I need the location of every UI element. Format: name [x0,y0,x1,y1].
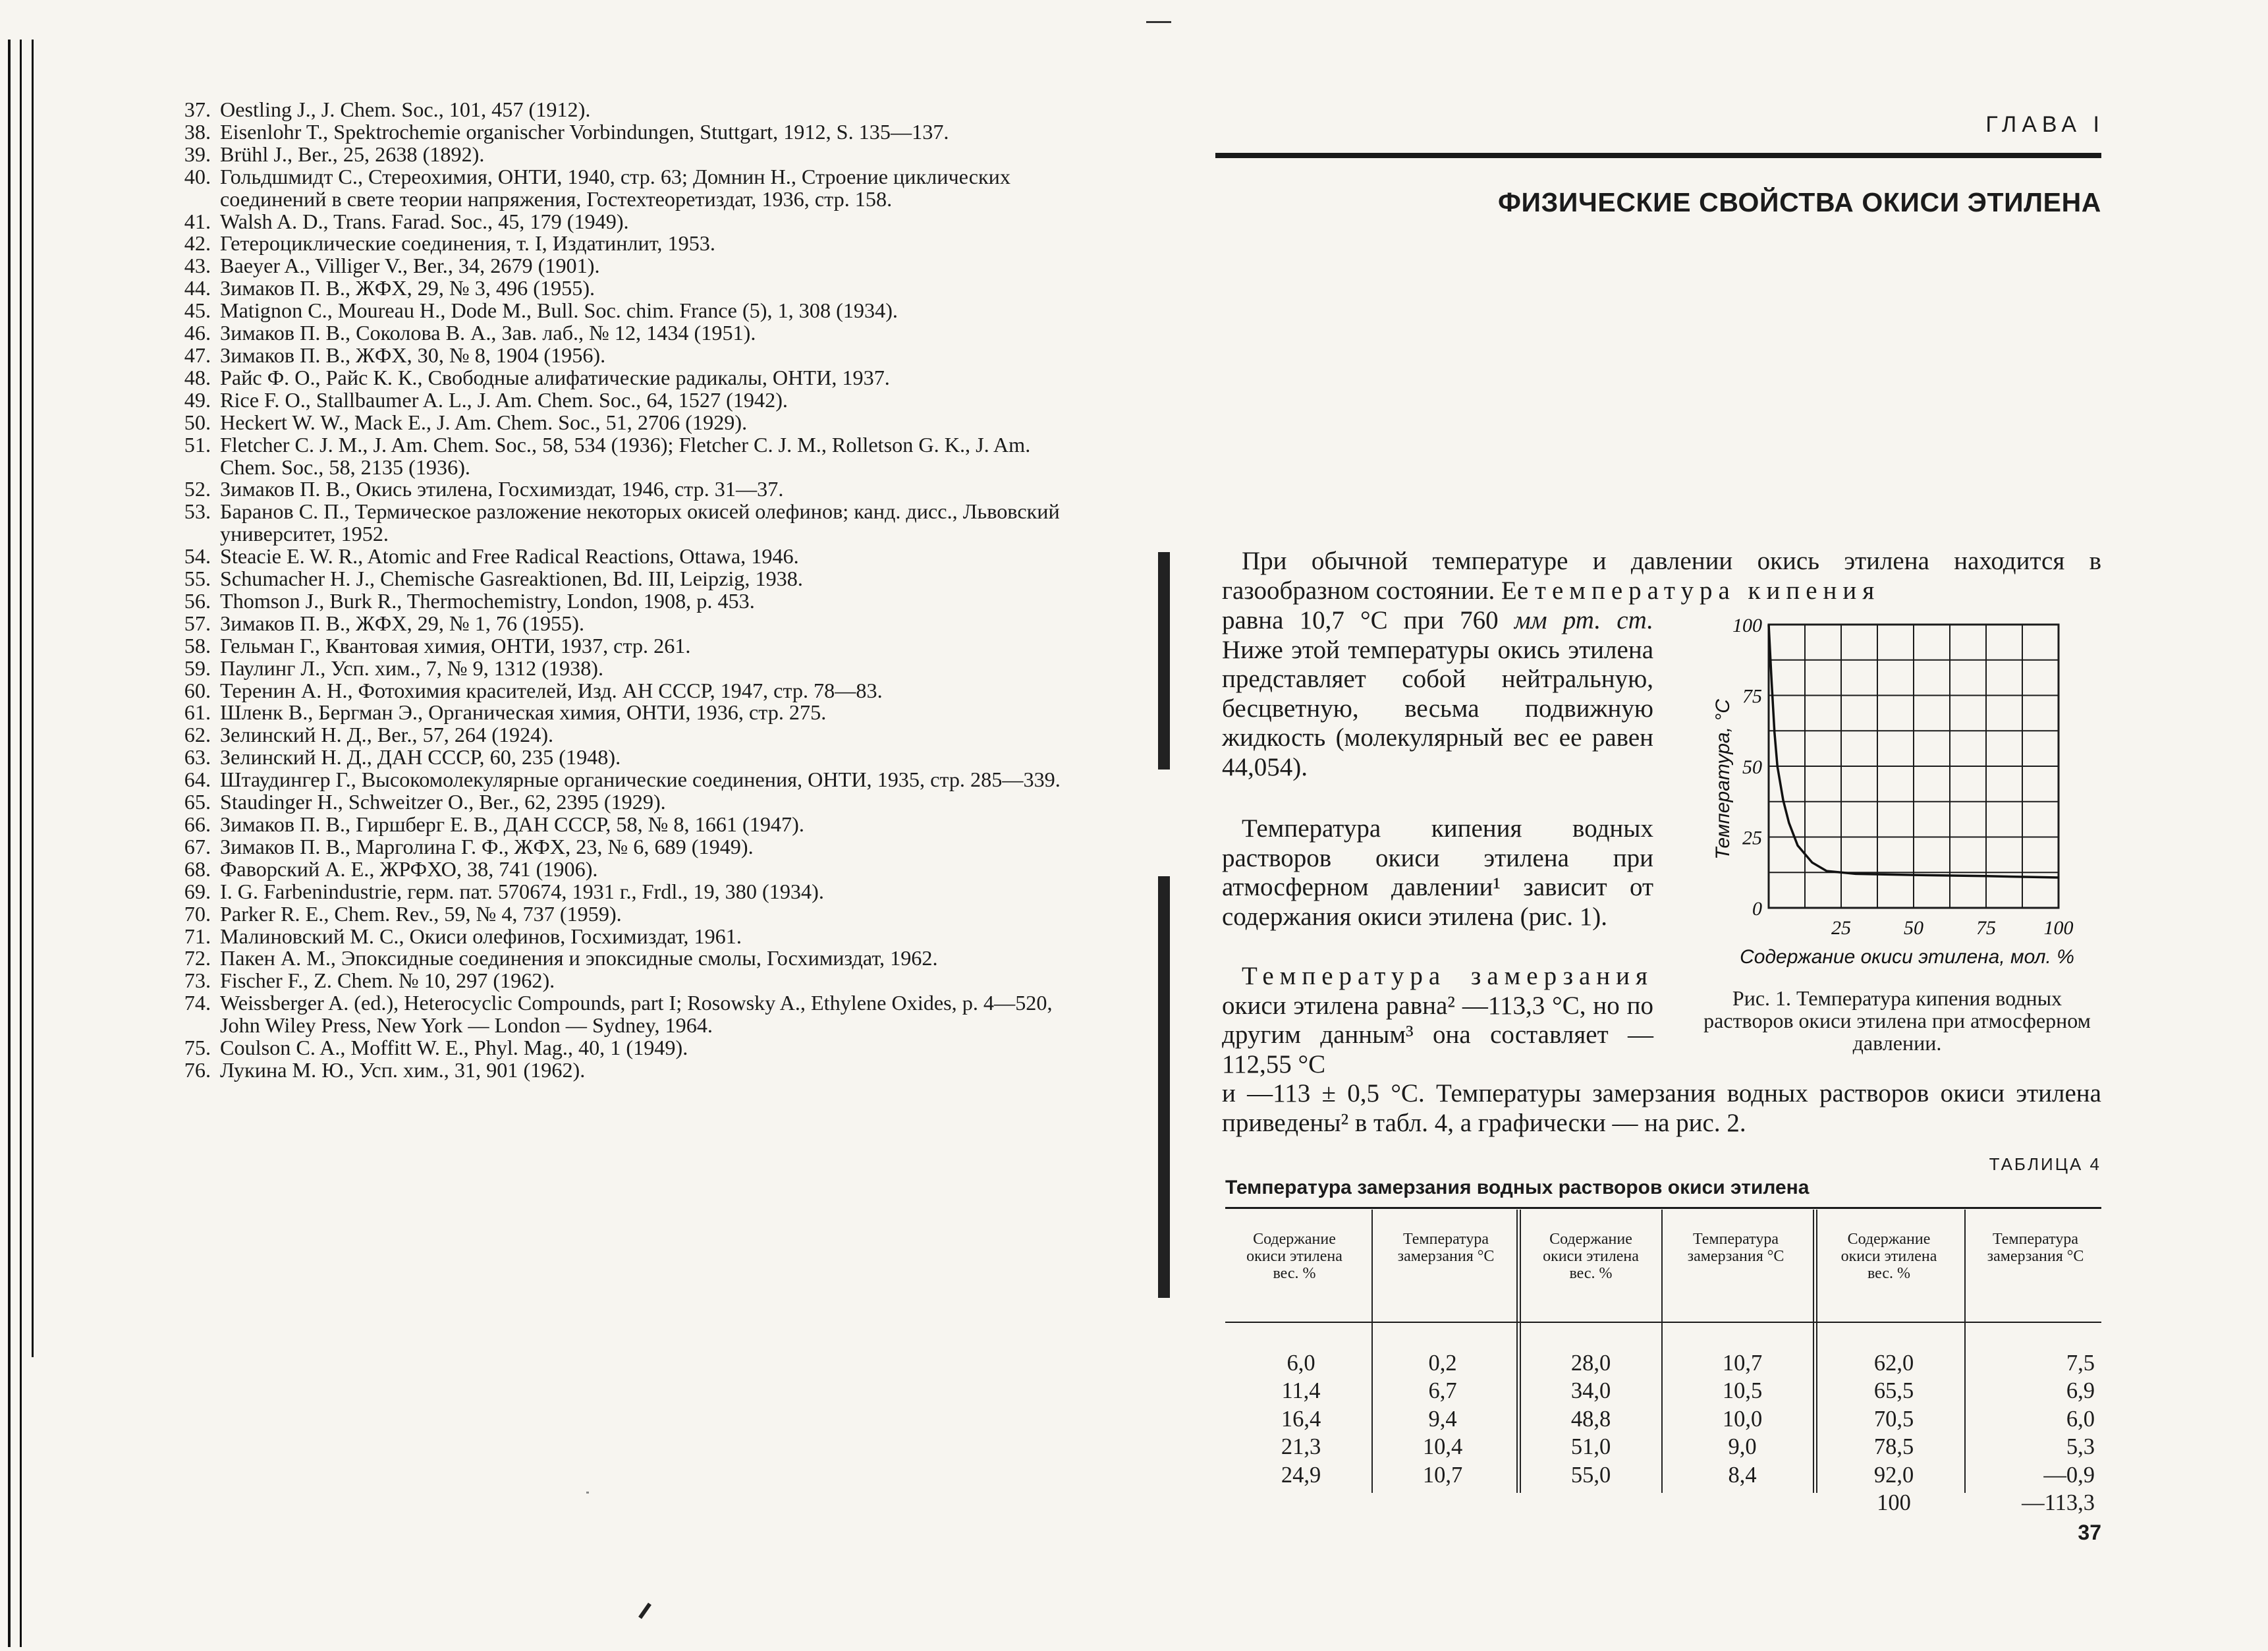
reference-text: Зимаков П. В., Гиршберг Е. В., ДАН СССР, 58, № 8, 1661 (1947). [220,812,804,836]
reference-text: Фаворский А. Е., ЖРФХО, 38, 741 (1906). [220,856,598,881]
reference-item [165,590,1074,613]
reference-item [165,568,1074,590]
chart-x-tick-label: 25 [1831,917,1851,939]
reference-item [165,501,1074,546]
chart-y-tick-label: 100 [1732,615,1762,636]
table-header-content-1: Содержание окиси этилена вес. % [1246,1231,1342,1282]
table-cell: 10,7 [1722,1351,1763,1376]
reference-number: 74. [184,991,211,1015]
table-cell: 16,4 [1281,1406,1321,1432]
paragraph-intro [1222,547,2101,605]
reference-number: 59. [184,656,211,680]
chart-y-tick-label: 0 [1752,898,1762,920]
reference-number: 75. [184,1036,211,1060]
chart-x-tick-label: 75 [1976,917,1996,939]
reference-item [165,233,1074,255]
table-header-temp-2: Температура замерзания °С [1687,1231,1784,1265]
table-column-rule [1516,1210,1521,1493]
reference-number: 46. [184,321,211,345]
reference-item [165,412,1074,434]
reference-text: Теренин А. Н., Фотохимия красителей, Изд. АН СССР, 1947, стр. 78—83. [220,678,883,702]
table-cell: 55,0 [1570,1462,1611,1488]
reference-text: Лукина М. Ю., Усп. хим., 31, 901 (1962). [220,1057,586,1082]
references-list [165,99,1074,1082]
table-cell: —113,3 [2022,1490,2095,1516]
table-top-rule [1225,1207,2101,1209]
reference-number: 62. [184,723,211,747]
table-cell: 92,0 [1873,1462,1914,1488]
table-column-content-1 [1252,1349,1350,1489]
reference-text: Зимаков П. В., Марголина Г. Ф., ЖФХ, 23, № 6, 689 (1949). [220,834,754,858]
table-cell: 51,0 [1570,1434,1611,1460]
reference-item [165,658,1074,680]
reference-item [165,814,1074,836]
reference-item [165,144,1074,166]
reference-text: Малиновский М. С., Окиси олефинов, Госхимиздат, 1961. [220,924,742,948]
reference-number: 50. [184,410,211,434]
chart-y-tick-label: 75 [1742,685,1762,708]
reference-text: Зелинский Н. Д., Ber., 57, 264 (1924). [220,723,554,747]
chart-x-axis-label: Содержание окиси этилена, мол. % [1740,946,2074,968]
table-cell: 6,7 [1428,1378,1457,1404]
binding-edge-line [8,40,11,1647]
reference-number: 67. [184,834,211,858]
table-cell: 34,0 [1570,1378,1611,1404]
scan-slash [638,1603,651,1619]
paragraph-freezing-cont [1222,1079,2101,1138]
table-cell: 21,3 [1281,1434,1321,1460]
binding-edge-line [32,40,34,1357]
reference-item [165,166,1074,211]
reference-number: 40. [184,164,211,188]
chart-x-tick-label: 50 [1904,917,1923,939]
table-cell: 70,5 [1873,1406,1914,1432]
reference-number: 69. [184,879,211,903]
table-cell: 8,4 [1728,1462,1757,1488]
reference-text: Coulson C. A., Moffitt W. E., Phyl. Mag., 40, 1 (1949). [220,1036,688,1060]
table-column-rule [1964,1210,1966,1493]
table-cell: 10,5 [1722,1378,1763,1404]
reference-number: 39. [184,142,211,166]
reference-number: 60. [184,678,211,702]
reference-item [165,300,1074,322]
reference-text: Baeyer A., Villiger V., Ber., 34, 2679 (1901). [220,254,600,278]
reference-item [165,881,1074,903]
intro-spaced-term: температура кипения [1534,576,1881,605]
reference-number: 53. [184,499,211,524]
scan-fold-mark [1158,876,1170,1298]
reference-item [165,791,1074,814]
table-cell: 48,8 [1570,1406,1611,1432]
reference-text: Walsh A. D., Trans. Farad. Soc., 45, 179 (1949). [220,209,629,233]
binding-edge-line [20,40,22,1647]
table-cell: 65,5 [1873,1378,1914,1404]
reference-number: 55. [184,567,211,591]
reference-text: Weissberger A. (ed.), Heterocyclic Compounds, part I; Rosowsky A., Ethylene Oxides, p. 4—520, John Wiley Press, New York — London — Sydney, 1964. [220,991,1053,1038]
reference-number: 76. [184,1057,211,1082]
reference-item [165,992,1074,1037]
table-cell: 10,7 [1422,1462,1463,1488]
reference-item [165,680,1074,702]
table-cell: 24,9 [1281,1462,1321,1488]
reference-number: 70. [184,901,211,926]
table-cell: 100 [1877,1490,1911,1516]
table-column-rule [1371,1210,1373,1493]
table-cell: 9,0 [1728,1434,1757,1460]
reference-item [165,1059,1074,1082]
reference-number: 42. [184,231,211,256]
table-title: Температура замерзания водных растворов окиси этилена [1225,1177,1810,1198]
table-column-content-2 [1535,1349,1647,1489]
reference-number: 51. [184,432,211,457]
reference-number: 61. [184,700,211,725]
reference-number: 43. [184,254,211,278]
reference-item [165,947,1074,970]
chapter-title: ФИЗИЧЕСКИЕ СВОЙСТВА ОКИСИ ЭТИЛЕНА [1497,187,2101,217]
reference-number: 47. [184,343,211,367]
figure-caption: Рис. 1. Температура кипения водных растворов окиси этилена при атмосферном давлении. [1703,986,2091,1055]
reference-number: 72. [184,946,211,970]
table-column-content-3 [1838,1349,1950,1517]
reference-number: 64. [184,768,211,792]
table-cell: 5,3 [2066,1434,2095,1460]
table-cell: 6,0 [2066,1406,2095,1432]
reference-number: 73. [184,968,211,993]
table-column-temp-1 [1383,1349,1502,1489]
reference-number: 54. [184,544,211,569]
table-label: ТАБЛИЦА 4 [1989,1154,2101,1174]
reference-number: 41. [184,209,211,233]
reference-text: Зимаков П. В., ЖФХ, 30, № 8, 1904 (1956). [220,343,606,367]
reference-text: Паулинг Л., Усп. хим., 7, № 9, 1312 (1938). [220,656,604,680]
reference-text: Шленк В., Бергман Э., Органическая химия, ОНТИ, 1936, стр. 275. [220,700,827,725]
chapter-rule [1215,153,2101,158]
reference-item [165,702,1074,724]
reference-text: I. G. Farbenindustrie, герм. пат. 570674, 1931 г., Frdl., 19, 380 (1934). [220,879,824,903]
reference-item [165,478,1074,501]
reference-text: Пакен А. М., Эпоксидные соединения и эпоксидные смолы, Госхимиздат, 1962. [220,946,938,970]
table-header-content-2: Содержание окиси этилена вес. % [1543,1231,1639,1282]
reference-text: Зимаков П. В., Соколова В. А., Зав. лаб., № 12, 1434 (1951). [220,321,756,345]
reference-number: 45. [184,298,211,323]
reference-item [165,836,1074,858]
chart-x-tick-label: 100 [2043,917,2074,939]
paragraph-freezing [1222,962,1653,1079]
table-cell: 9,4 [1428,1406,1457,1432]
reference-item [165,434,1074,479]
reference-item [165,277,1074,300]
table-cell: 28,0 [1570,1351,1611,1376]
chart-y-tick-label: 25 [1742,827,1762,849]
reference-item [165,970,1074,992]
reference-number: 66. [184,812,211,836]
reference-text: Гетероциклические соединения, т. I, Издатинлит, 1953. [220,231,715,256]
reference-number: 48. [184,365,211,389]
reference-item [165,635,1074,658]
page-number: 37 [2078,1521,2101,1544]
intro-text-a: При обычной температуре и давлении окись этилена находится в газообразном состоянии. Ее [1222,547,2101,605]
boiling-text: Температура кипения водных растворов окиси этилена при атмосферном давлении¹ зависит от содержания окиси этилена (рис. 1). [1222,814,1653,931]
reference-number: 56. [184,588,211,613]
reference-text: Fletcher C. J. M., J. Am. Chem. Soc., 58, 534 (1936); Fletcher C. J. M., Rolletson G. K., J. Am. Chem. Soc., 58, 2135 (1936). [220,432,1031,479]
table-cell: 78,5 [1873,1434,1914,1460]
reference-item [165,121,1074,144]
table-cell: 0,2 [1428,1351,1457,1376]
reference-item [165,389,1074,412]
freezing-text-a: окиси этилена равна² —113,3 °С, но по другим данным³ она составляет —112,55 °С [1222,991,1653,1078]
paragraph-boiling [1222,814,1653,932]
reference-text: Зимаков П. В., ЖФХ, 29, № 3, 496 (1955). [220,276,595,300]
reference-text: Oestling J., J. Chem. Soc., 101, 457 (1912). [220,98,591,121]
reference-text: Баранов С. П., Термическое разложение некоторых окисей олефинов; канд. дисс., Львовский университет, 1952. [220,499,1060,546]
reference-number: 57. [184,611,211,635]
reference-item [165,255,1074,277]
reference-number: 38. [184,119,211,144]
intro-unit: мм рт. ст. [1514,606,1654,634]
reference-text: Schumacher H. J., Chemische Gasreaktionen, Bd. III, Leipzig, 1938. [220,567,803,591]
reference-number: 52. [184,477,211,501]
reference-number: 63. [184,745,211,770]
reference-text: Steacie E. W. R., Atomic and Free Radical Reactions, Ottawa, 1946. [220,544,799,569]
table-cell: 10,4 [1422,1434,1463,1460]
reference-text: Parker R. E., Chem. Rev., 59, № 4, 737 (1959). [220,901,622,926]
table-cell: 62,0 [1873,1351,1914,1376]
reference-item [165,746,1074,769]
reference-text: Штаудингер Г., Высокомолекулярные органические соединения, ОНТИ, 1935, стр. 285—339. [220,768,1061,792]
reference-text: Зимаков П. В., Окись этилена, Госхимиздат, 1946, стр. 31—37. [220,477,784,501]
table-header-temp-1: Температура замерзания °С [1397,1231,1495,1265]
reference-item [165,613,1074,635]
reference-item [165,211,1074,233]
reference-item [165,322,1074,345]
reference-item [165,926,1074,948]
boiling-point-chart [1676,613,2098,982]
scan-tick [586,1492,589,1494]
table-cell: 7,5 [2066,1351,2095,1376]
freezing-text-b: и —113 ± 0,5 °С. Температуры замерзания водных растворов окиси этилена приведены² в табл. 4, а графически — на рис. 2. [1222,1079,2101,1137]
reference-number: 49. [184,387,211,412]
paragraph-intro-cont [1222,606,1653,783]
reference-text: Гольдшмидт С., Стереохимия, ОНТИ, 1940, стр. 63; Домнин Н., Строение циклических соединений в свете теории напряжения, Гостехтеоретиздат, 1936, стр. 158. [220,164,1010,211]
chapter-label: ГЛАВА I [1985,112,2105,137]
reference-item [165,903,1074,926]
reference-text: Зелинский Н. Д., ДАН СССР, 60, 235 (1948). [220,745,621,770]
table-column-rule [1813,1210,1817,1493]
table-cell: —0,9 [2043,1462,2095,1488]
reference-text: Гельман Г., Квантовая химия, ОНТИ, 1937, стр. 261. [220,633,691,658]
reference-text: Heckert W. W., Mack E., J. Am. Chem. Soc., 51, 2706 (1929). [220,410,748,434]
reference-text: Райс Ф. О., Райс К. К., Свободные алифатические радикалы, ОНТИ, 1937. [220,365,890,389]
reference-text: Brühl J., Ber., 25, 2638 (1892). [220,142,485,166]
reference-item [165,1037,1074,1059]
chart-y-axis-label: Температура, °С [1712,699,1734,860]
table-header-content-3: Содержание окиси этилена вес. % [1840,1231,1937,1282]
reference-item [165,345,1074,367]
reference-item [165,546,1074,568]
reference-text: Eisenlohr T., Spektrochemie organischer Vorbindungen, Stuttgart, 1912, S. 135—137. [220,119,949,144]
table-cell: 11,4 [1281,1378,1321,1404]
reference-item [165,99,1074,121]
table-header-rule [1225,1322,2101,1323]
reference-item [165,724,1074,746]
intro-text-rest: Ниже этой температуры окись этилена представляет собой нейтральную, бесцветную, весьма подвижную жидкость (молекулярный вес ее равен 44,054). [1222,635,1653,781]
table-column-rule [1661,1210,1663,1493]
reference-number: 58. [184,633,211,658]
reference-number: 37. [184,98,211,121]
reference-text: Matignon C., Moureau H., Dode M., Bull. Soc. chim. France (5), 1, 308 (1934). [220,298,898,323]
reference-number: 44. [184,276,211,300]
table-column-temp-3 [2003,1349,2095,1517]
table-cell: 6,9 [2066,1378,2095,1404]
reference-number: 68. [184,856,211,881]
reference-item [165,858,1074,881]
table-column-temp-2 [1686,1349,1798,1489]
scan-dash [1146,21,1171,23]
reference-text: Staudinger H., Schweitzer O., Ber., 62, 2395 (1929). [220,790,666,814]
reference-item [165,367,1074,389]
reference-number: 71. [184,924,211,948]
table-cell: 6,0 [1286,1351,1315,1376]
reference-text: Rice F. O., Stallbaumer A. L., J. Am. Chem. Soc., 64, 1527 (1942). [220,387,788,412]
reference-text: Зимаков П. В., ЖФХ, 29, № 1, 76 (1955). [220,611,585,635]
reference-number: 65. [184,790,211,814]
reference-item [165,769,1074,791]
reference-text: Fischer F., Z. Chem. № 10, 297 (1962). [220,968,555,993]
freezing-spaced-term: Температура замерзания [1242,962,1653,990]
intro-text-b: равна 10,7 °С при 760 [1222,606,1499,634]
chart-y-tick-label: 50 [1742,756,1762,778]
scan-fold-mark [1158,552,1170,770]
table-cell: 10,0 [1722,1406,1763,1432]
table-header-temp-3: Температура замерзания °С [1987,1231,2084,1265]
reference-text: Thomson J., Burk R., Thermochemistry, London, 1908, p. 453. [220,588,755,613]
